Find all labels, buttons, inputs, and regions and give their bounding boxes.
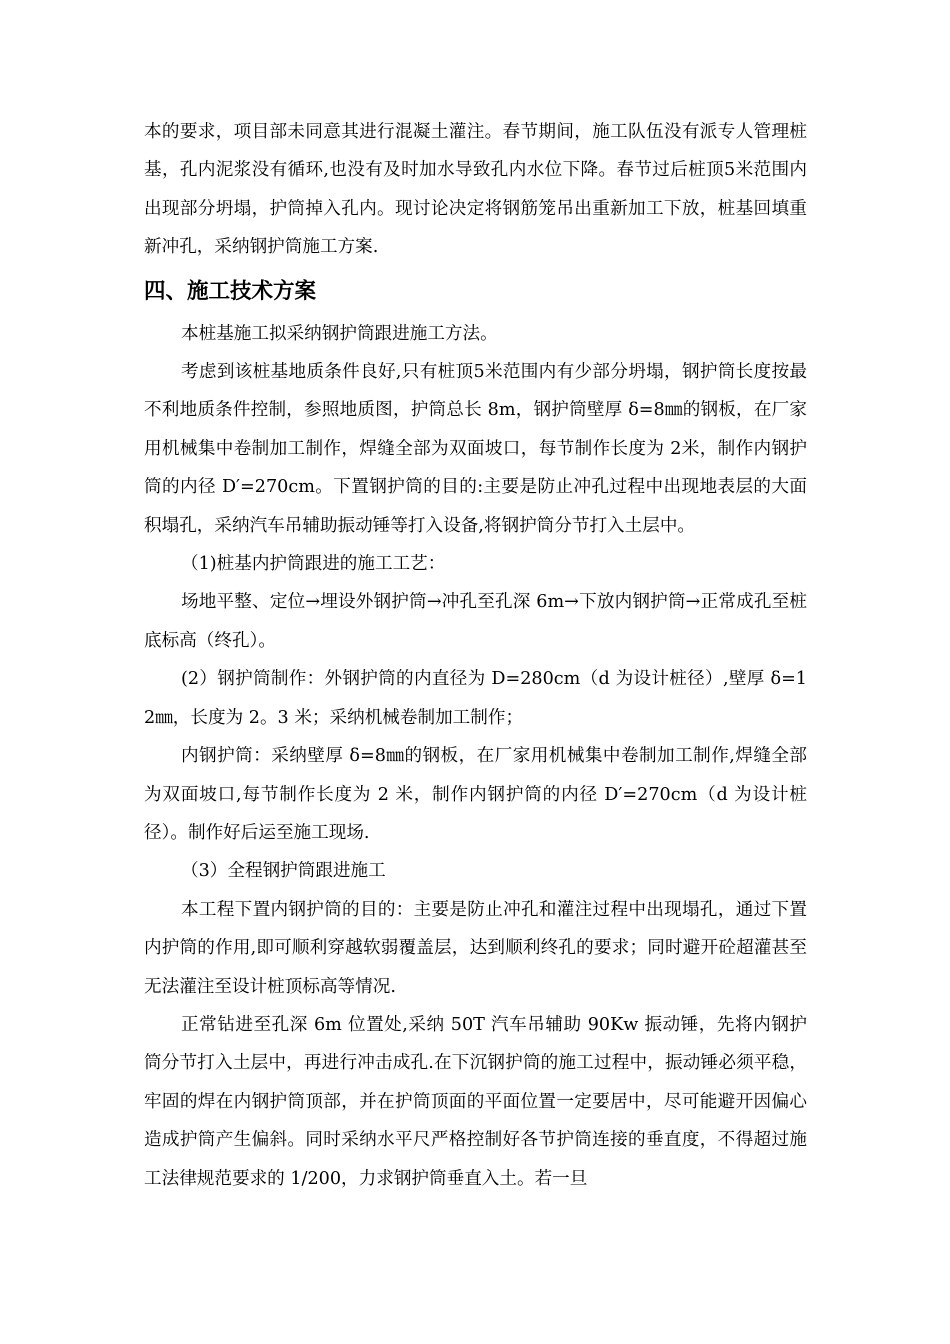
paragraph-3: （1)桩基内护筒跟进的施工工艺： [181, 554, 446, 575]
paragraph-2: 考虑到该桩基地质条件良好,只有桩顶5米范围内有少部分坍塌，钢护筒长度按最不利地质条件控制，参照地质图，护筒总长 8m，钢护筒壁厚 δ=8㎜的钢板，在厂家用机械集中卷制加工制作，焊缝全部为双面坡口，每节制作长度为 2米，制作内钢护筒的内径 D′=270cm。下置钢护筒的目的:主要是防止冲孔过程中出现地表层的大面积塌孔，采纳汽车吊辅助振动锤等打入设备,将钢护筒分节打入土层中。 [144, 362, 807, 536]
paragraph-9: 正常钻进至孔深 6m 位置处,采纳 50T 汽车吊辅助 90Kw 振动锤，先将内钢护筒分节打入土层中，再进行冲击成孔.在下沉钢护筒的施工过程中，振动锤必须平稳，牢固的焊在内钢护筒顶部，并在护筒顶面的平面位置一定要居中，尽可能避开因偏心造成护筒产生偏斜。同时采纳水平尺严格控制好各节护筒连接的垂直度，不得超过施工法律规范要求的 1/200，力求钢护筒垂直入土。若一旦 [144, 1014, 807, 1189]
paragraph-8: 本工程下置内钢护筒的目的：主要是防止冲孔和灌注过程中出现塌孔，通过下置内护筒的作用,即可顺利穿越软弱覆盖层，达到顺利终孔的要求；同时避开砼超灌甚至无法灌注至设计桩顶标高等情况. [144, 899, 807, 997]
section-heading: 四、施工技术方案 [144, 278, 317, 304]
paragraph-5: (2）钢护筒制作：外钢护筒的内直径为 D=280cm（d 为设计桩径）,壁厚 δ=12㎜，长度为 2。3 米；采纳机械卷制加工制作； [144, 669, 807, 728]
paragraph-1: 本桩基施工拟采纳钢护筒跟进施工方法。 [181, 323, 498, 344]
paragraph-intro: 本的要求，项目部未同意其进行混凝土灌注。春节期间，施工队伍没有派专人管理桩基，孔内泥浆没有循环,也没有及时加水导致孔内水位下降。春节过后桩顶5米范围内出现部分坍塌，护筒掉入孔内。现讨论决定将钢筋笼吊出重新加工下放，桩基回填重新冲孔，采纳钢护筒施工方案. [144, 122, 807, 258]
document-body [144, 113, 807, 1198]
paragraph-7: （3）全程钢护筒跟进施工 [181, 861, 386, 882]
paragraph-6: 内钢护筒：采纳壁厚 δ=8㎜的钢板，在厂家用机械集中卷制加工制作,焊缝全部为双面坡口,每节制作长度为 2 米，制作内钢护筒的内径 D′=270cm（d 为设计桩径）。制作好后运至施工现场. [144, 746, 807, 843]
paragraph-4: 场地平整、定位→埋设外钢护筒→冲孔至孔深 6m→下放内钢护筒→正常成孔至桩底标高（终孔）。 [144, 592, 807, 651]
